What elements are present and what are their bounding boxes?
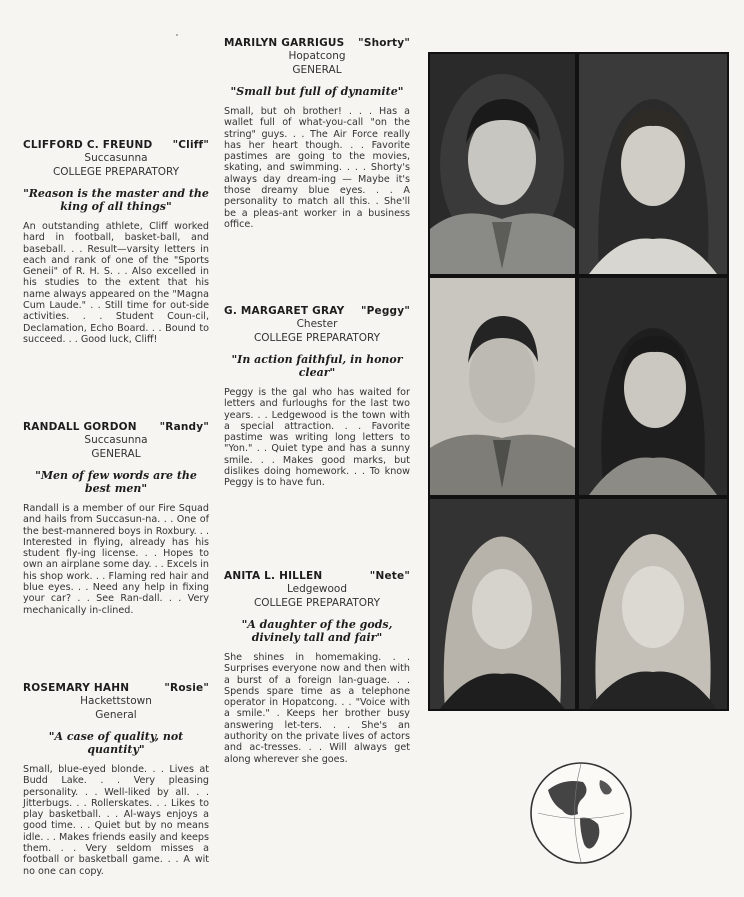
student-town: Hackettstown: [80, 695, 152, 707]
name-row: [224, 305, 410, 317]
student-town: Succasunna: [84, 434, 148, 446]
student-motto: "A daughter of the gods, divinely tall and fair": [241, 618, 393, 644]
student-bio: Peggy is the gal who has waited for letters and furloughs for the last two years. . . Ledgewood is the town with a special attraction. . . Favorite pastime was writing long letters to "Yon." . . Quiet type and has a sunny smile. . . Makes good marks, but dislikes doing homework. . . To know Peggy is to have fun.: [224, 387, 410, 489]
student-bio: Small, blue-eyed blonde. . . Lives at Budd Lake. . . Very pleasing personality. . . Well-liked by all. . . Jitterbugs. . . Rollerskates. . . Likes to play basketball. . . Al-ways enjoys a good time. . . Quiet but by no means idle. . . Makes friends easily and keeps them. . . Very seldom misses a football or basketball game. . . A wit no one can copy.: [23, 764, 209, 877]
student-town: Ledgewood: [286, 583, 348, 595]
student-course: GENERAL: [292, 64, 342, 76]
student-course: COLLEGE PREPARATORY: [253, 332, 381, 344]
globe-icon: [528, 760, 634, 866]
name-row: [23, 421, 209, 433]
student-course: COLLEGE PREPARATORY: [52, 166, 180, 178]
student-motto: "Reason is the master and the king of all things": [23, 187, 209, 213]
portrait-panel: [428, 52, 729, 711]
portrait-garrigus: [579, 54, 727, 274]
student-nickname: "Peggy": [360, 305, 410, 317]
student-bio: Randall is a member of our Fire Squad and hails from Succasun-na. . . One of the best-mannered boys in Roxbury. . . Interested in flying, already has his student fly-ing license. . . Hopes to own an airplane some day. . . Excels in his shop work. . . Flaming red hair and blue eyes. . . Need any help in fixing your car? . . See Ran-dall. . . Very mechanically in-clined.: [23, 503, 209, 616]
student-nickname: "Shorty": [358, 37, 410, 49]
portrait-hillen: [579, 499, 727, 709]
student-name: G. MARGARET GRAY: [224, 305, 345, 317]
name-row: [224, 570, 410, 582]
student-nickname: "Rosie": [164, 682, 209, 694]
speck: [176, 34, 178, 36]
entry-hahn: [23, 682, 209, 877]
student-town: Succasunna: [84, 152, 148, 164]
student-town: Hopatcong: [288, 50, 346, 62]
entry-garrigus: [224, 37, 410, 230]
student-motto: "Men of few words are the best men": [35, 469, 197, 495]
portrait-gordon: [430, 278, 575, 495]
student-motto: "In action faithful, in honor clear": [231, 353, 403, 379]
portrait-hahn: [430, 499, 575, 709]
student-course: GENERAL: [91, 448, 141, 460]
student-nickname: "Cliff": [172, 139, 209, 151]
portrait-freund: [430, 54, 575, 274]
student-bio: An outstanding athlete, Cliff worked hard in football, basket-ball, and baseball. . . Result—varsity letters in each and rank of one of the "Sports Geneii" of R. H. S. . . Also excelled in his studies to the extent that his name always appeared on the "Magna Cum Laude." . . Still time for out-side activities. . . Student Coun-cil, Declamation, Echo Board. . . Bound to succeed. . . Good luck, Cliff!: [23, 221, 209, 345]
student-course: COLLEGE PREPARATORY: [253, 597, 381, 609]
entry-gordon: [23, 421, 209, 616]
student-motto: "A case of quality, not quantity": [48, 730, 184, 756]
name-row: [23, 139, 209, 151]
student-nickname: "Randy": [159, 421, 209, 433]
name-row: [224, 37, 410, 49]
student-course: General: [95, 709, 137, 721]
portrait-gray: [579, 278, 727, 495]
entry-hillen: [224, 570, 410, 765]
name-row: [23, 682, 209, 694]
student-name: MARILYN GARRIGUS: [224, 37, 345, 49]
student-town: Chester: [296, 318, 338, 330]
student-name: ANITA L. HILLEN: [224, 570, 323, 582]
student-name: ROSEMARY HAHN: [23, 682, 130, 694]
student-name: CLIFFORD C. FREUND: [23, 139, 153, 151]
entry-freund: [23, 139, 209, 345]
student-motto: "Small but full of dynamite": [230, 85, 404, 98]
entry-gray: [224, 305, 410, 489]
student-name: RANDALL GORDON: [23, 421, 137, 433]
student-nickname: "Nete": [369, 570, 410, 582]
student-bio: She shines in homemaking. . . Surprises everyone now and then with a burst of a foreign lan-guage. . . Spends spare time as a telephone operator in Hopatcong. . . "Voice with a smile." . Keeps her brother busy answering let-ters. . . She's an authority on the private lives of actors and ac-tresses. . . Will always get along wherever she goes.: [224, 652, 410, 765]
student-bio: Small, but oh brother! . . . Has a wallet full of what-you-call "on the string" guys. . . The Air Force really has her heart though. . . Favorite pastimes are going to the movies, skating, and swimming. . . . Shorty's always day dream-ing — Maybe it's those dreamy blue eyes. . . A personality to match all this. . She'll be a pleas-ant worker in a business office.: [224, 106, 410, 230]
